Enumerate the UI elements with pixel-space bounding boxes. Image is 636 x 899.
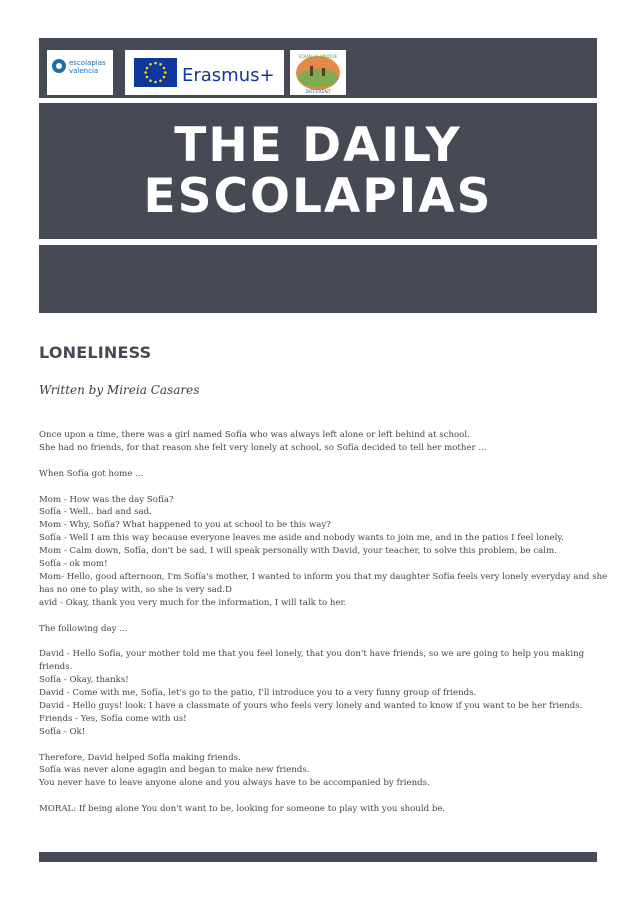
story-line: Sofía - ok mom!	[39, 559, 108, 570]
story-line: David - Hello Sofía, your mother told me that you feel lonely, that you don't have friends, so we are going to help you making friends.	[39, 649, 585, 673]
escolapias-logo	[47, 50, 113, 95]
story-line: Mom - Calm down, Sofía, don't be sad, I will speak personally with David, your teacher, to solve this problem, be calm.	[39, 546, 557, 557]
story-line: David - Come with me, Sofía, let's go to the patio, I'll introduce you to a very funny group of friends.	[39, 688, 477, 699]
story-line: Sofía was never alone agagin and began to make new friends.	[39, 765, 310, 776]
story-paragraph	[39, 752, 614, 791]
equally-unique-logo	[290, 50, 346, 95]
story-paragraph	[39, 494, 614, 610]
masthead	[39, 103, 597, 239]
erasmus-logo-text: Erasmus+	[182, 65, 275, 86]
escolapias-logo-text-1: escolapias	[69, 59, 106, 67]
story-paragraph	[39, 623, 614, 636]
subheader-band	[39, 245, 597, 313]
story-line: David - Hello guys! look: I have a classmate of yours who feels very lonely and wanted to know if you want to be her friends.	[39, 700, 583, 711]
story-paragraph	[39, 648, 614, 738]
title-line-2: ESCOLAPIAS	[143, 169, 493, 224]
story-paragraph	[39, 468, 614, 481]
story-line: Sofía - Okay, thanks!	[39, 675, 129, 686]
story-line: Mom - Why, Sofía? What happened to you at school to be this way?	[39, 520, 331, 531]
story-line: The following day ...	[39, 623, 128, 634]
story-line: Sofía - Well I am this way because everyone leaves me aside and nobody wants to join me, and in the patios I feel lonely.	[39, 533, 564, 544]
story-line: MORAL: If being alone You don't want to be, looking for someone to play with you should be.	[39, 804, 446, 815]
story-paragraph	[39, 803, 614, 816]
newspaper-title	[144, 120, 493, 222]
article-body	[39, 429, 614, 829]
story-line: Friends - Yes, Sofía come with us!	[39, 713, 187, 724]
story-line: Therefore, David helped Sofía making friends.	[39, 752, 241, 763]
article-byline: Written by Mireia Casares	[39, 383, 200, 397]
equally-logo-bottom-text: DIFFERENT	[305, 90, 331, 95]
story-line: Mom- Hello, good afternoon, I'm Sofía's mother, I wanted to inform you that my daughter Sofía feels very lonely everyday and she has no one to play with, so she is very sad.D	[39, 571, 608, 595]
title-line-1: THE DAILY	[174, 118, 462, 173]
story-paragraph	[39, 429, 614, 455]
escolapias-logo-text-2: valencia	[69, 67, 99, 75]
story-line: You never have to leave anyone alone and you always have to be accompanied by friends.	[39, 778, 430, 789]
story-line: Sofía - Well.. bad and sad.	[39, 507, 152, 518]
article-heading: LONELINESS	[39, 343, 152, 362]
story-line: Once upon a time, there was a girl named Sofía who was always left alone or left behind at school.	[39, 430, 470, 440]
story-line: avid - Okay, thank you very much for the information, I will talk to her.	[39, 597, 347, 608]
erasmus-logo	[125, 50, 284, 95]
story-line: Sofía - Ok!	[39, 726, 86, 737]
footer-band	[39, 852, 597, 862]
story-line: She had no friends, for that reason she felt very lonely at school, so Sofía decided to tell her mother ...	[39, 442, 487, 453]
equally-logo-top-text: EQUALLY UNIQUE	[298, 55, 338, 60]
story-line: When Sofía got home ...	[39, 468, 144, 479]
story-line: Mom - How was the day Sofía?	[39, 494, 174, 505]
